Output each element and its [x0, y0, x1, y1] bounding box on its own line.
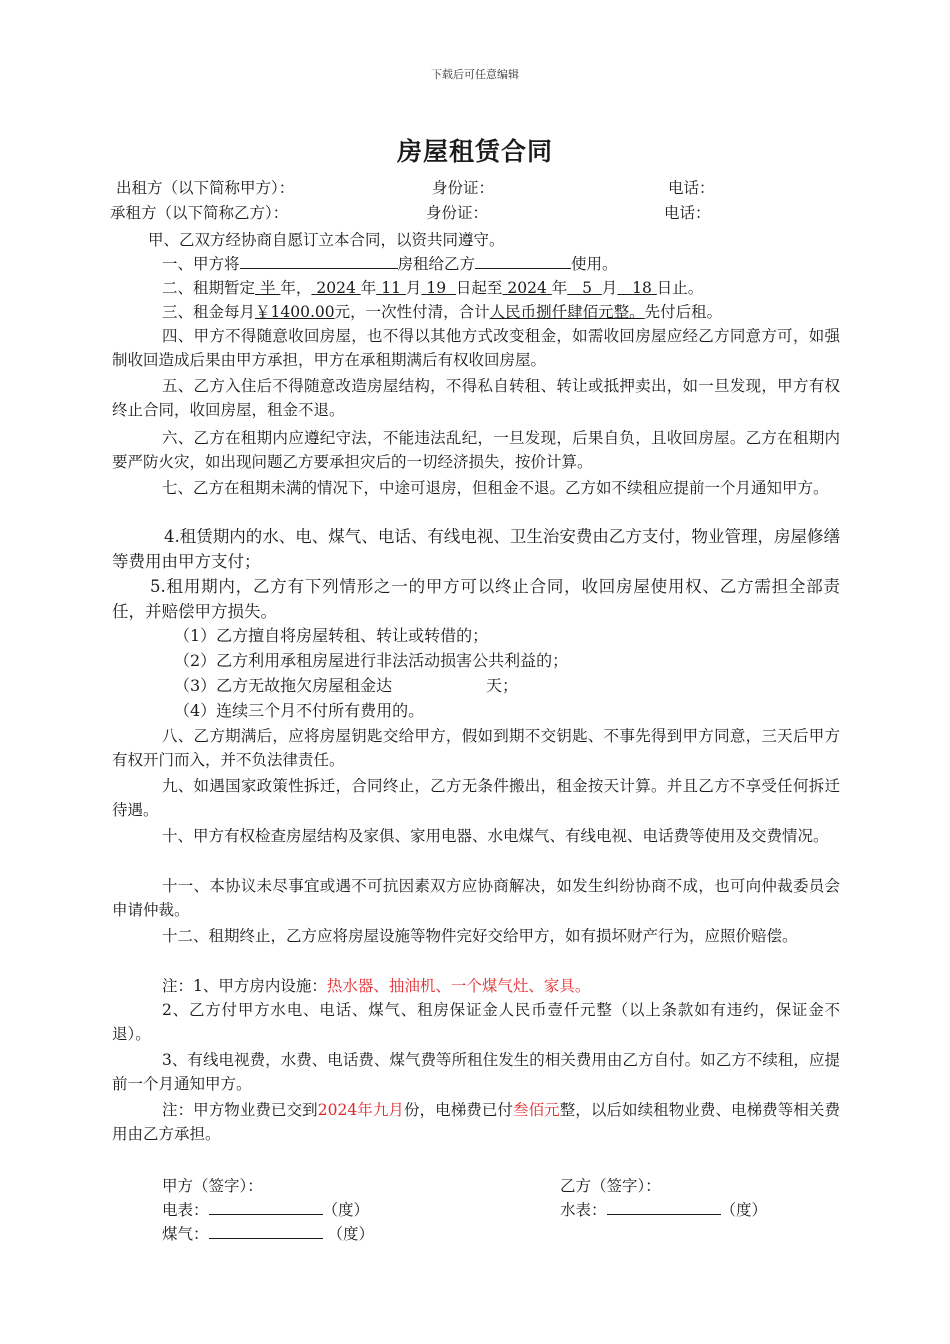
monthly-rent: ￥1400.00: [255, 303, 335, 321]
note-4-a: 注：甲方物业费已交到: [162, 1101, 318, 1119]
sub-item-4: （4）连续三个月不付所有费用的。: [174, 701, 425, 720]
party-a-signature: 甲方（签字）：: [162, 1177, 263, 1195]
clause-2: [162, 276, 703, 300]
sub-item-2: （2）乙方利用承租房屋进行非法活动损害公共利益的；: [174, 651, 569, 670]
note-4-b: 份，电梯费已付: [403, 1101, 513, 1119]
clause-4b: 4.租赁期内的水、电、煤气、电话、有线电视、卫生治安费由乙方支付，物业管理，房屋修缮等费用由甲方支付；: [112, 527, 840, 571]
end-month: 5: [582, 279, 592, 297]
property-blank: [240, 254, 398, 269]
clause-5b: 5.租用期内，乙方有下列情形之一的甲方可以终止合同，收回房屋使用权、乙方需担全部责任，并赔偿甲方损失。: [112, 577, 840, 621]
clause-1-c: 使用。: [571, 255, 618, 273]
note-4-c: 整，以后如续租物业费、电梯费等相关费用由乙方承担。: [112, 1101, 840, 1143]
clause-2-d: 月: [405, 279, 422, 297]
clause-3-c: 先付后租。: [644, 303, 723, 321]
lessor-id-label: 身份证：: [432, 179, 495, 197]
clause-3-b: 元，一次性付清，合计: [334, 303, 490, 321]
clause-2-g: 月: [601, 279, 618, 297]
end-day: 18: [632, 279, 652, 297]
intro-text: 甲、乙双方经协商自愿订立本合同，以资共同遵守。: [148, 231, 505, 249]
clause-1-a: 一、甲方将: [162, 255, 240, 273]
clause-11: 十一、本协议未尽事宜或遇不可抗因素双方应协商解决，如发生纠纷协商不成，也可向仲裁委员会申请仲裁。: [112, 877, 840, 919]
lease-term: 半: [259, 279, 276, 297]
water-unit: （度）: [720, 1201, 768, 1219]
property-fee-date: 2024年九月: [317, 1101, 404, 1119]
header-note: 下载后可任意编辑: [431, 68, 519, 81]
clause-6: 六、乙方在租期内应遵纪守法，不能违法乱纪，一旦发现，后果自负，且收回房屋。乙方在租期内要严防火灾，如出现问题乙方要承担灾后的一切经济损失，按价计算。: [112, 429, 840, 471]
contract-title: 房屋租赁合同: [396, 137, 553, 166]
clause-9: 九、如遇国家政策性拆迁，合同终止，乙方无条件搬出，租金按天计算。并且乙方不享受任何拆迁待遇。: [112, 777, 840, 819]
clause-3: [162, 300, 722, 324]
clause-2-f: 年: [551, 279, 568, 297]
use-blank: [475, 254, 571, 269]
total-rent: 人民币捌仟肆佰元整。: [489, 303, 645, 321]
note-4: [112, 1098, 840, 1146]
note-1-label: 注：1、甲方房内设施：: [162, 977, 327, 995]
gas-label: 煤气：: [162, 1225, 209, 1243]
gas-blank: [209, 1224, 323, 1239]
electric-label: 电表：: [162, 1201, 209, 1219]
electric-unit: （度）: [322, 1201, 370, 1219]
sub-item-3: （3）乙方无故拖欠房屋租金达: [174, 676, 393, 695]
lessor-label: 出租方（以下简称甲方）：: [116, 179, 295, 197]
end-year: 2024: [507, 279, 547, 297]
clause-2-b: 年，: [280, 279, 312, 297]
clause-4: 四、甲方不得随意收回房屋，也不得以其他方式改变租金，如需收回房屋应经乙方同意方可，如强制收回造成后果由甲方承担，甲方在承租期满后有权收回房屋。: [112, 327, 840, 369]
electric-meter: [162, 1198, 369, 1222]
clause-7: 七、乙方在租期未满的情况下，中途可退房，但租金不退。乙方如不续租应提前一个月通知甲方。: [162, 479, 829, 497]
clause-5: 五、乙方入住后不得随意改造房屋结构，不得私自转租、转让或抵押卖出，如一旦发现，甲方有权终止合同，收回房屋，租金不退。: [112, 377, 840, 419]
note-1: [162, 974, 590, 998]
clause-10: 十、甲方有权检查房屋结构及家俱、家用电器、水电煤气、有线电视、电话费等使用及交费情况。: [162, 827, 829, 845]
lessee-label: 承租方（以下简称乙方）：: [110, 204, 289, 222]
sub-item-1: （1）乙方擅自将房屋转租、转让或转借的；: [174, 626, 489, 645]
note-2: 2、乙方付甲方水电、电话、煤气、租房保证金人民币壹仟元整（以上条款如有违约，保证金不退）。: [112, 1001, 840, 1043]
gas-meter: [162, 1222, 374, 1246]
clause-1: [162, 252, 618, 276]
clause-12: 十二、租期终止，乙方应将房屋设施等物件完好交给甲方，如有损坏财产行为，应照价赔偿。: [162, 927, 798, 945]
water-blank: [607, 1200, 721, 1215]
clause-2-h: 日止。: [656, 279, 704, 297]
lessor-phone-label: 电话：: [668, 179, 715, 197]
lessee-id-label: 身份证：: [426, 204, 489, 222]
water-label: 水表：: [560, 1201, 607, 1219]
facility-list: 热水器、抽油机、一个煤气灶、家具。: [326, 977, 591, 995]
clause-8: 八、乙方期满后，应将房屋钥匙交给甲方，假如到期不交钥匙、不事先得到甲方同意，三天后甲方有权开门而入，并不负法律责任。: [112, 727, 840, 769]
start-year: 2024: [316, 279, 356, 297]
sub-item-3-days: 天；: [486, 676, 519, 695]
clause-1-b: 房租给乙方: [397, 255, 476, 273]
clause-2-a: 二、租期暂定: [162, 279, 256, 297]
lessee-phone-label: 电话：: [664, 204, 711, 222]
clause-2-e: 日起至: [455, 279, 503, 297]
clause-3-a: 三、租金每月: [162, 303, 256, 321]
electric-blank: [209, 1200, 323, 1215]
elevator-fee-amount: 叁佰元: [513, 1101, 560, 1119]
start-month: 11: [381, 279, 401, 297]
start-day: 19: [426, 279, 447, 297]
water-meter: [560, 1198, 767, 1222]
gas-unit: （度）: [327, 1225, 374, 1243]
note-3: 3、有线电视费，水费、电话费、煤气费等所租住发生的相关费用由乙方自付。如乙方不续租，应提前一个月通知甲方。: [112, 1051, 840, 1093]
clause-2-c: 年: [360, 279, 377, 297]
party-b-signature: 乙方（签字）：: [560, 1177, 661, 1195]
